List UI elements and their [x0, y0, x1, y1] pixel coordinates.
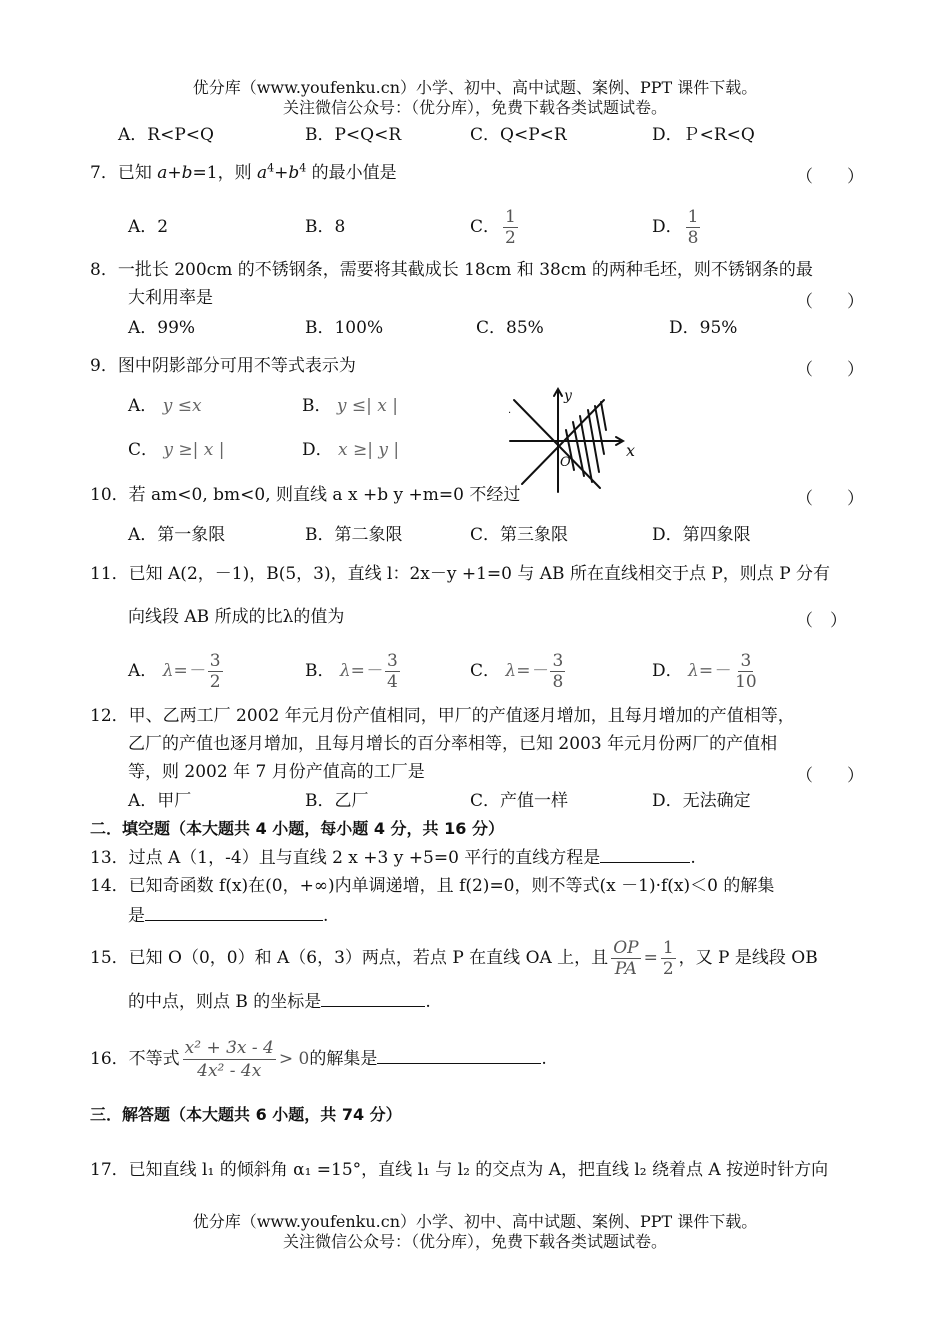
q9-option-b: B． y ≤| x | [302, 396, 399, 416]
q7-stem: 7．已知 a+b=1，则 $a^4+b^4$ 的最小值是 [90, 161, 397, 183]
q16-blank [377, 1047, 541, 1064]
q12-line-1: 12．甲、乙两工厂 2002 年元月份产值相同，甲厂的产值逐月增加，且每月增加的产值相等， [90, 706, 795, 726]
q6-option-b: B．P<Q<R [305, 125, 402, 145]
q14-blank [145, 904, 323, 921]
q15-blank [321, 990, 425, 1007]
footer-line-1: 优分库（www.youfenku.cn）小学、初中、高中试题、案例、PPT 课件下载。 [192, 1212, 758, 1231]
q7-option-b: B．8 [305, 217, 346, 237]
q8-line-1: 8．一批长 200cm 的不锈钢条，需要将其截成长 18cm 和 38cm 的两种毛坯，则不锈钢条的最 [90, 260, 813, 280]
svg-text:·: · [508, 408, 512, 419]
q14-line-2: 是 . [128, 906, 329, 926]
q12-option-b: B．乙厂 [305, 791, 369, 811]
q12-option-a: A．甲厂 [128, 791, 192, 811]
q9-option-c: C． y ≥| x | [128, 440, 225, 460]
q9-fig-y: y [564, 388, 572, 404]
q16: 16．不等式 $\frac{\text{x² + 3x - 4}}{\text{4x² - 4x}}$ > 0的解集是 . [90, 1038, 547, 1081]
q8-option-d: D．95% [669, 318, 738, 338]
q10-stem: 10．若 am<0, bm<0, 则直线 a x +b y +m=0 不经过 [90, 485, 521, 505]
q17-stem: 17．已知直线 l₁ 的倾斜角 α₁ =15°，直线 l₁ 与 l₂ 的交点为 A，把直线 l₂ 绕着点 A 按逆时针方向 [90, 1160, 829, 1180]
q10-paren: （ ） [796, 489, 864, 509]
section-3-title: 三．解答题（本大题共 6 小题，共 74 分） [90, 1105, 402, 1124]
q8-line-2: 大利用率是 [128, 288, 213, 308]
q10-option-c: C．第三象限 [470, 525, 569, 545]
q6-option-d: D．Ｐ<R<Q [652, 125, 755, 145]
q10-option-a: A．第一象限 [128, 525, 226, 545]
q9-paren: （ ） [796, 360, 864, 380]
q8-paren: （ ） [796, 292, 864, 312]
q12-paren: （ ） [796, 766, 864, 786]
q11-option-b: B． λ=－ $\frac{3}{4}$ [305, 651, 398, 692]
q12-line-2: 乙厂的产值也逐月增加，且每月增长的百分率相等，已知 2003 年元月份两厂的产值相 [128, 734, 778, 754]
q7-paren: （ ） [796, 167, 864, 187]
q6-option-c: C．Q<P<R [470, 125, 567, 145]
q9-figure [500, 384, 645, 496]
q15-line-1: 15．已知 O（0，0）和 A（6，3）两点，若点 P 在直线 OA 上，且 $\frac{OP}{PA}$ = $\frac{1}{2}$ ，又 P 是线段 OB [90, 938, 818, 979]
q8-option-a: A．99% [128, 318, 196, 338]
q11-option-a: A． λ=－ $\frac{3}{2}$ [128, 651, 221, 692]
q11-option-d: D． λ=－ $\frac{3}{10}$ [652, 651, 757, 692]
q13: 13．过点 A（1，-4）且与直线 2 x +3 y +5=0 平行的直线方程是 . [90, 848, 696, 868]
q7-option-a: A．2 [128, 217, 169, 237]
q9-option-a: A． y ≤x [128, 396, 202, 416]
footer-line-2: 关注微信公众号：（优分库），免费下载各类试题试卷。 [282, 1232, 667, 1251]
q12-option-c: C．产值一样 [470, 791, 569, 811]
q12-option-d: D．无法确定 [652, 791, 751, 811]
q11-line-1: 11．已知 A(2，－1)，B(5，3)，直线 l：2x－y +1=0 与 AB 所在直线相交于点 P，则点 P 分有 [90, 564, 831, 584]
q7-option-d: D． $\frac{1}{8}$ [652, 207, 699, 248]
q9-fig-origin: O [560, 455, 571, 470]
q11-option-c: C． λ=－ $\frac{3}{8}$ [470, 651, 564, 692]
q10-option-b: B．第二象限 [305, 525, 403, 545]
q13-blank [600, 846, 690, 863]
q11-paren: （ ） [796, 611, 847, 631]
q14-line-1: 14．已知奇函数 f(x)在(0，+∞)内单调递增，且 f(2)=0，则不等式(x －1)·f(x)＜0 的解集 [90, 876, 775, 896]
q12-line-3: 等，则 2002 年 7 月份产值高的工厂是 [128, 762, 425, 782]
q8-option-c: C．85% [476, 318, 544, 338]
section-2-title: 二．填空题（本大题共 4 小题，每小题 4 分，共 16 分） [90, 819, 504, 838]
q9-fig-x: x [626, 441, 636, 460]
q9-stem: 9．图中阴影部分可用不等式表示为 [90, 356, 356, 376]
header-line-1: 优分库（www.youfenku.cn）小学、初中、高中试题、案例、PPT 课件下载。 [192, 78, 758, 97]
q8-option-b: B．100% [305, 318, 384, 338]
header-line-2: 关注微信公众号：（优分库），免费下载各类试题试卷。 [282, 98, 667, 117]
q11-line-2: 向线段 AB 所成的比λ的值为 [128, 607, 345, 627]
q15-line-2: 的中点，则点 B 的坐标是 . [128, 992, 431, 1012]
q6-option-a: A．R<P<Q [118, 125, 214, 145]
q9-option-d: D． x ≥| y | [302, 440, 400, 460]
q10-option-d: D．第四象限 [652, 525, 751, 545]
q7-option-c: C． $\frac{1}{2}$ [470, 207, 516, 248]
